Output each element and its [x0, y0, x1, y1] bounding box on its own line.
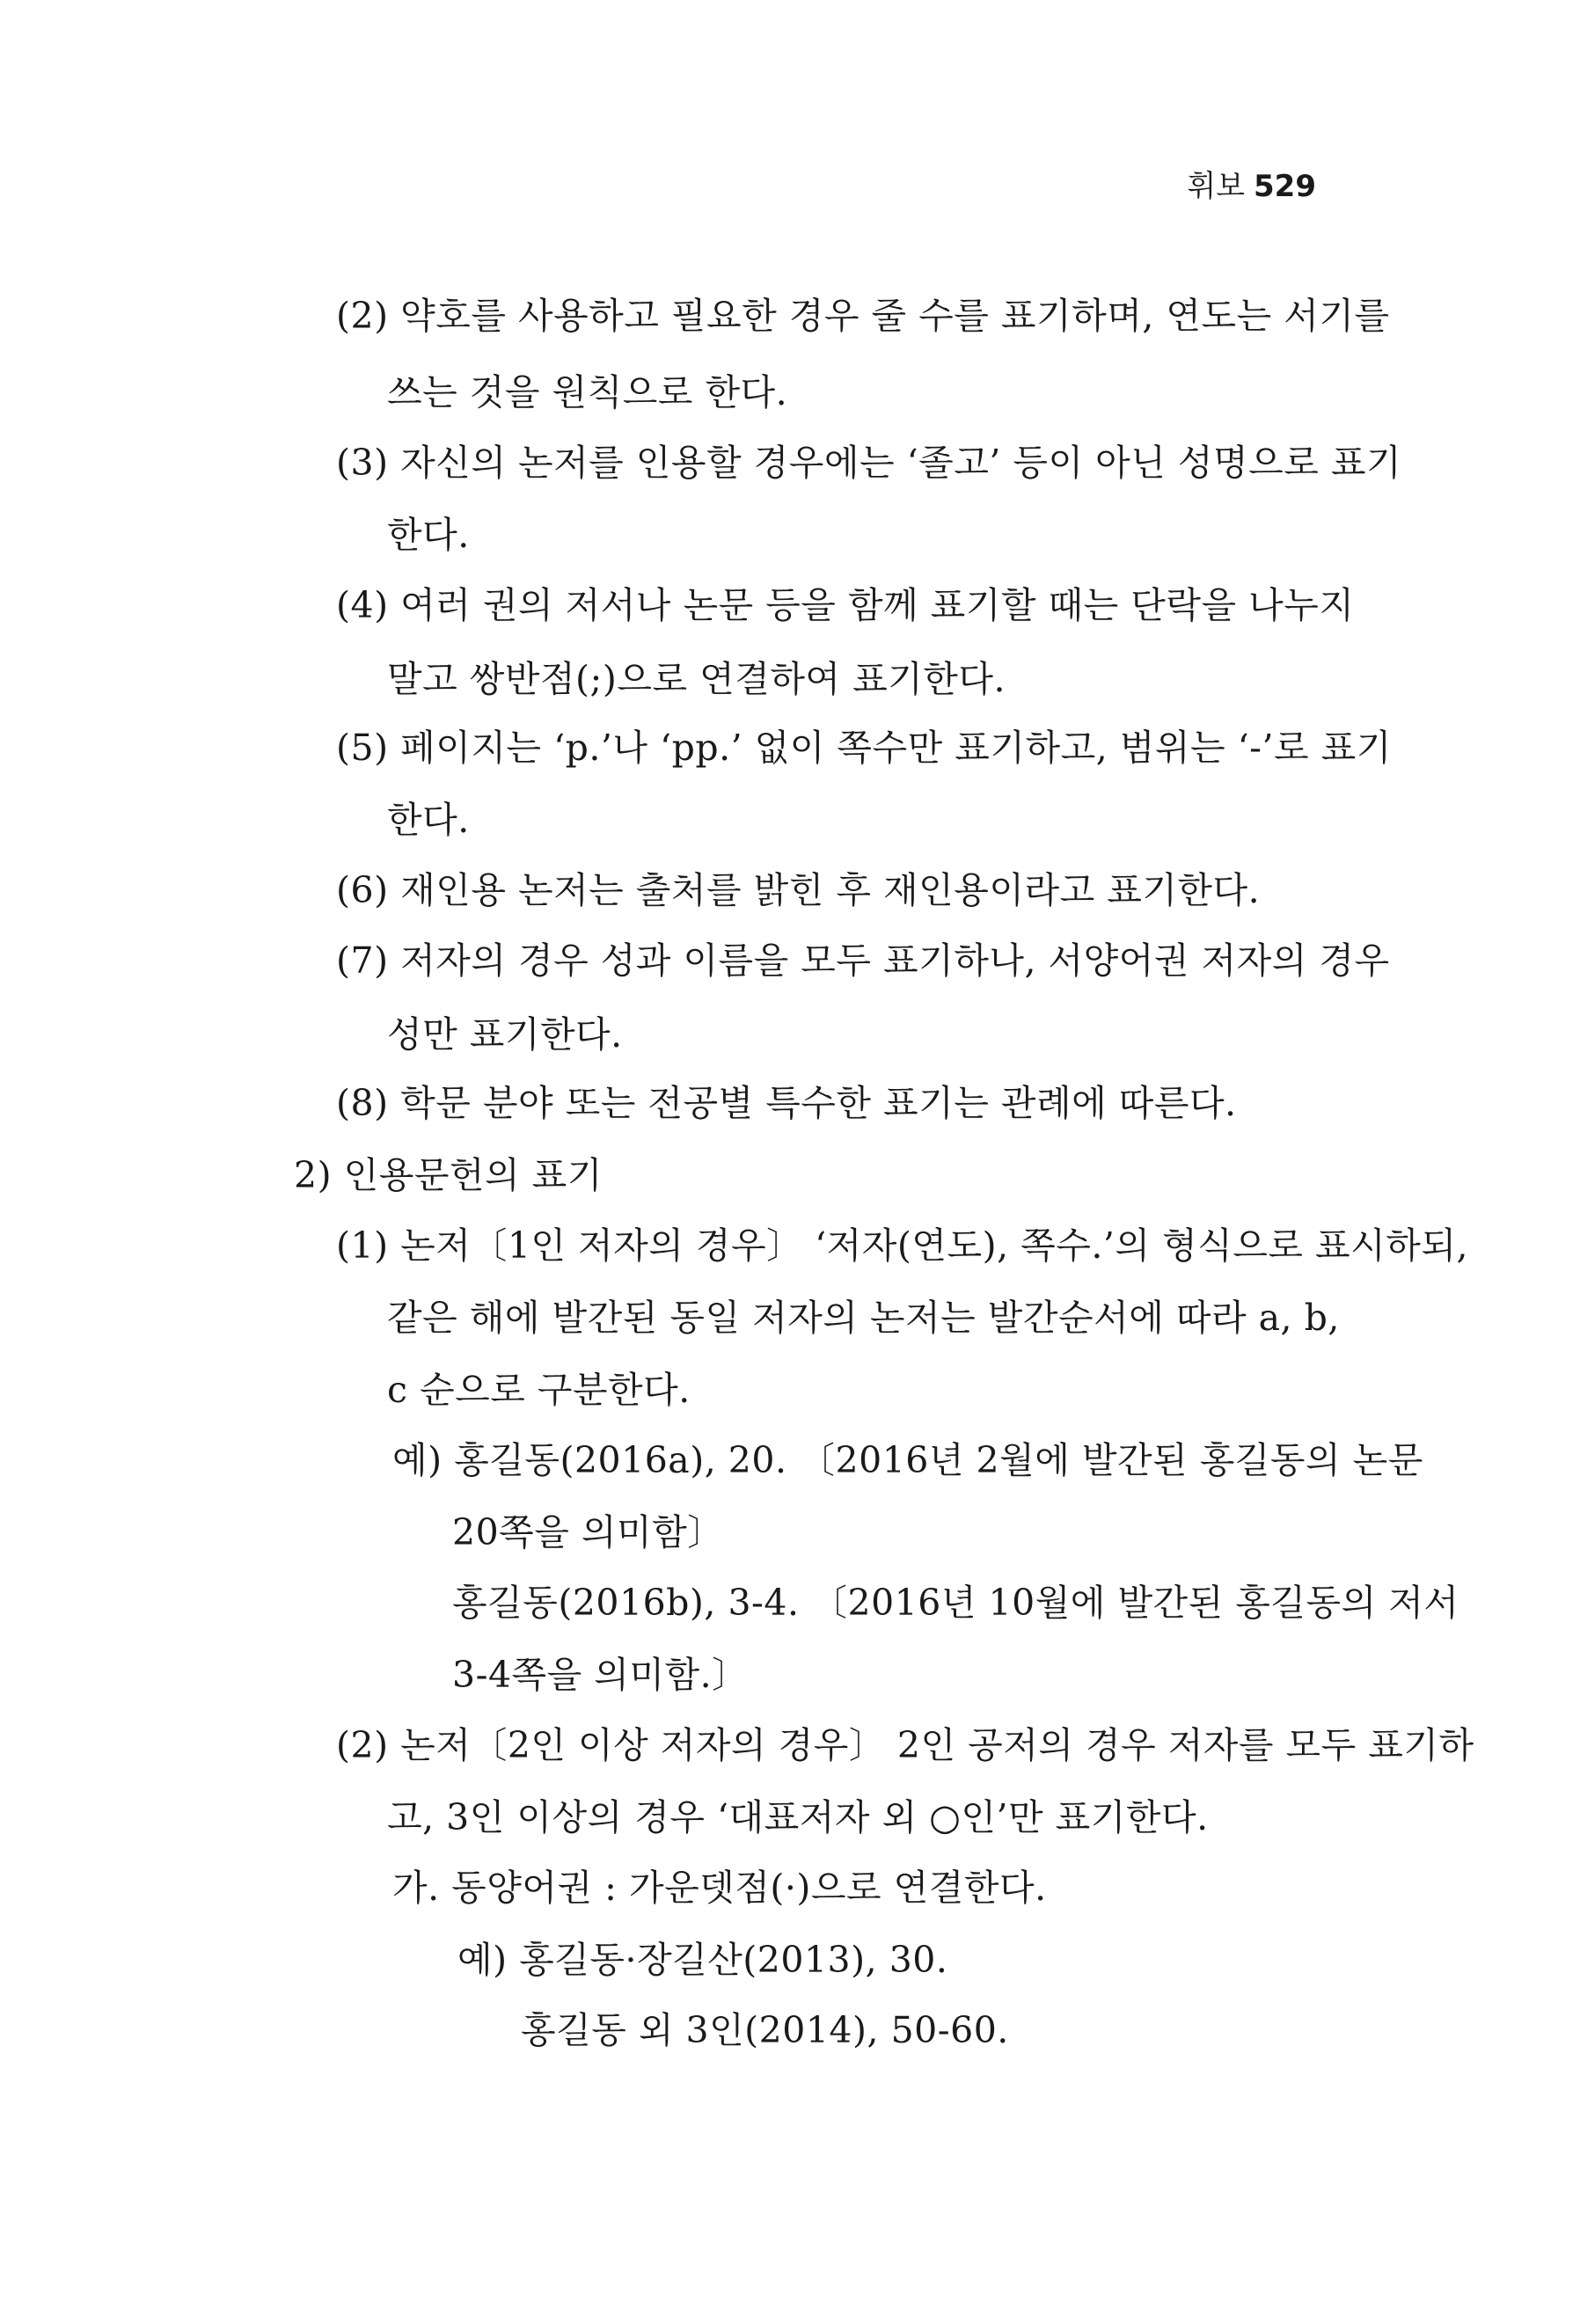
text-line: 고, 3인 이상의 경우 ‘대표저자 외 ○인’만 표기한다. — [387, 1796, 1209, 1838]
text-line: (4) 여러 권의 저서나 논문 등을 함께 표기할 때는 단락을 나누지 — [336, 584, 1355, 626]
example-line: 예) 홍길동·장길산(2013), 30. — [457, 1939, 948, 1981]
text-line: (3) 자신의 논저를 인용할 경우에는 ‘졸고’ 등이 아닌 성명으로 표기 — [336, 442, 1402, 484]
example-line: 홍길동 외 3인(2014), 50-60. — [521, 2009, 1009, 2051]
text-line: 쓰는 것을 원칙으로 한다. — [387, 371, 788, 413]
text-line: (1) 논저〔1인 저자의 경우〕 ‘저자(연도), 쪽수.’의 형식으로 표시하되, — [336, 1224, 1468, 1267]
text-line: 같은 해에 발간된 동일 저자의 논저는 발간순서에 따라 a, b, — [387, 1297, 1340, 1339]
example-line: 3-4쪽을 의미함.〕 — [452, 1654, 749, 1696]
text-line: (2) 약호를 사용하고 필요한 경우 줄 수를 표기하며, 연도는 서기를 — [336, 295, 1390, 337]
example-line: 20쪽을 의미함〕 — [452, 1511, 724, 1553]
example-line: 예) 홍길동(2016a), 20. 〔2016년 2월에 발간된 홍길동의 논문 — [392, 1439, 1423, 1481]
section-heading: 2) 인용문헌의 표기 — [294, 1154, 603, 1196]
text-line: 가. 동양어권 : 가운뎃점(·)으로 연결한다. — [392, 1867, 1047, 1909]
example-line: 홍길동(2016b), 3-4. 〔2016년 10월에 발간된 홍길동의 저서 — [452, 1582, 1459, 1624]
text-line: (6) 재인용 논저는 출처를 밝힌 후 재인용이라고 표기한다. — [336, 869, 1261, 911]
text-line: 한다. — [387, 799, 470, 841]
page-number: 529 — [1254, 169, 1316, 204]
text-line: c 순으로 구분한다. — [387, 1369, 691, 1411]
text-line: (7) 저자의 경우 성과 이름을 모두 표기하나, 서양어권 저자의 경우 — [336, 939, 1390, 982]
running-header — [1187, 169, 1316, 204]
text-line: 성만 표기한다. — [387, 1013, 623, 1056]
running-header-title: 휘보 — [1187, 169, 1246, 204]
text-line: 한다. — [387, 514, 470, 556]
text-line: (5) 페이지는 ‘p.’나 ‘pp.’ 없이 쪽수만 표기하고, 범위는 ‘-’로 표기 — [336, 727, 1392, 769]
text-line: 말고 쌍반점(;)으로 연결하여 표기한다. — [387, 658, 1006, 700]
text-line: (8) 학문 분야 또는 전공별 특수한 표기는 관례에 따른다. — [336, 1082, 1237, 1124]
text-line: (2) 논저〔2인 이상 저자의 경우〕 2인 공저의 경우 저자를 모두 표기하 — [336, 1724, 1474, 1766]
